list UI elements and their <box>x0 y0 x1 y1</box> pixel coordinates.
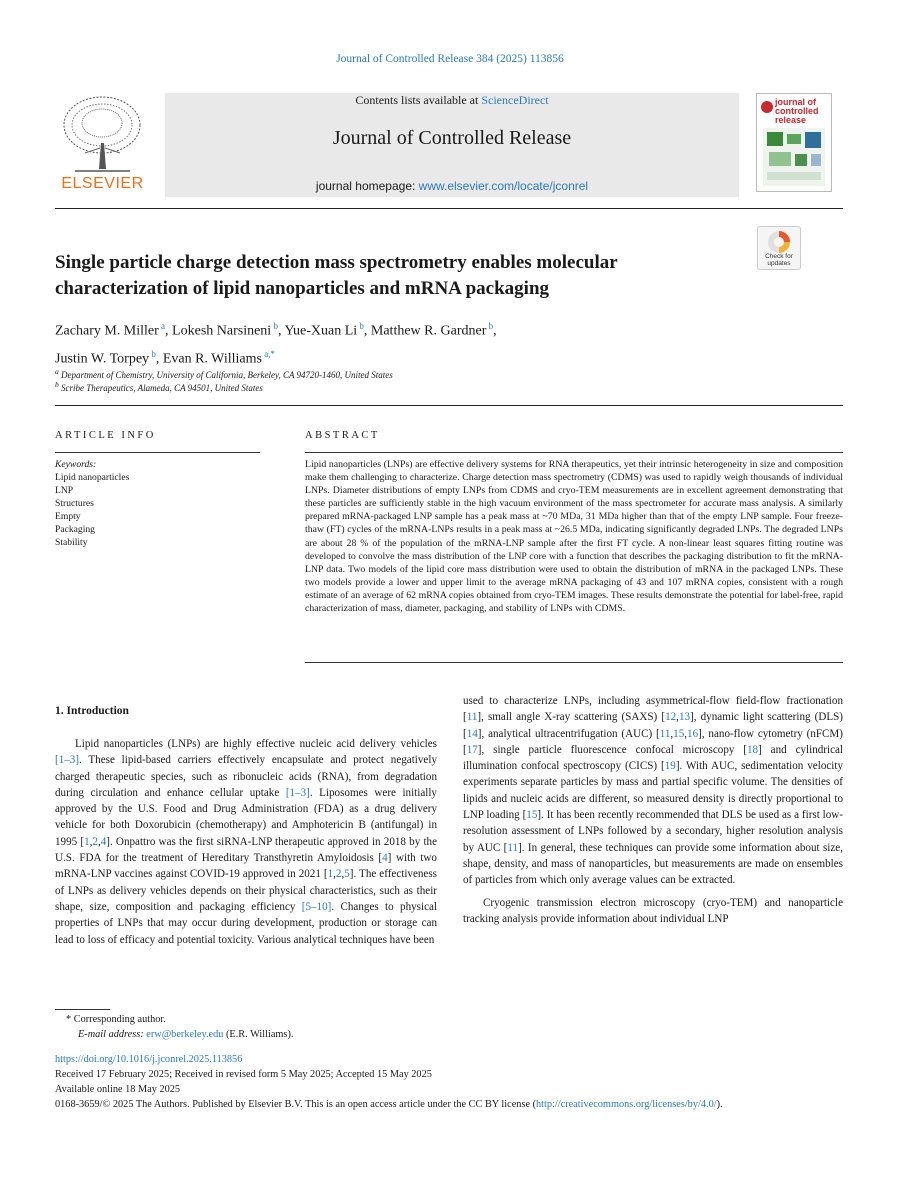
citation-link[interactable]: 12 <box>665 711 677 724</box>
journal-cover-thumbnail[interactable] <box>756 93 832 192</box>
text-run: ]. With AUC, sedimentation velocity experiments separate particles by mass and partial specific volume. The densities of lipids and nucleic acids are different, so measured density is directly proportional to LNP loading [ <box>463 760 843 822</box>
author-affiliation-mark[interactable]: b <box>486 321 494 331</box>
text-run: Lipid nanoparticles (LNPs) are highly effective nucleic acid delivery vehicles <box>75 738 437 750</box>
author-name[interactable]: Yue-Xuan Li <box>284 323 358 339</box>
citation-link[interactable]: [1–3] <box>55 754 80 767</box>
citation-link[interactable]: 11 <box>659 727 671 740</box>
citation-link[interactable]: 4 <box>382 852 388 865</box>
text-run: ], single particle fluorescence confocal microscopy [ <box>477 743 747 756</box>
author-name[interactable]: Matthew R. Gardner <box>370 323 487 339</box>
citation-link[interactable]: 18 <box>747 743 759 756</box>
keywords-label: Keywords: <box>55 459 97 470</box>
author-name[interactable]: Zachary M. Miller <box>55 323 159 339</box>
citation-link[interactable]: 4 <box>100 835 107 848</box>
affiliation-b-text: Scribe Therapeutics, Alameda, CA 94501, United States <box>61 383 263 393</box>
homepage-prefix: journal homepage: <box>315 179 419 193</box>
citation-link[interactable]: 15 <box>673 727 685 740</box>
homepage-link[interactable]: www.elsevier.com/locate/jconrel <box>418 179 589 193</box>
author-affiliation-mark[interactable]: a,* <box>261 348 275 359</box>
affiliation-b-mark: b <box>55 380 59 389</box>
license-link[interactable]: http://creativecommons.org/licenses/by/4.0/ <box>536 1099 717 1110</box>
cover-logo-icon <box>761 101 773 113</box>
introduction-heading: 1. Introduction <box>55 705 129 717</box>
citation-link[interactable]: 15 <box>526 809 538 822</box>
keyword-item: Structures <box>55 498 94 509</box>
abstract-heading: ABSTRACT <box>305 430 380 441</box>
keyword-list <box>55 471 265 549</box>
text-run: ]. In general, these techniques can provide some information about size, shape, density, and mass of nanoparticles, but measurements are made on ensembles of particles from which only average values can be extracted. <box>463 841 843 887</box>
author-separator: , <box>363 323 371 339</box>
citation-link[interactable]: 17 <box>466 743 478 756</box>
author-name[interactable]: Evan R. Williams <box>162 351 262 367</box>
author-separator: , <box>155 351 163 367</box>
intro-column-right <box>463 693 843 927</box>
author-affiliation-mark[interactable]: b <box>357 321 364 331</box>
text-run: , <box>670 727 674 740</box>
sciencedirect-link[interactable]: ScienceDirect <box>481 93 549 107</box>
intro-column-left <box>55 736 437 948</box>
doi-link[interactable]: https://doi.org/10.1016/j.jconrel.2025.113856 <box>55 1054 243 1065</box>
keyword-item: Empty <box>55 511 81 522</box>
text-run: used to characterize LNPs, including asymmetrical-flow field-flow fractionation [ <box>463 695 843 724</box>
abstract-text: Lipid nanoparticles (LNPs) are effective delivery systems for RNA therapeutics, yet their intrinsic heterogeneity in size and composition make them challenging to characterize. Charge detection mass spectrometry (CDMS) was used to rapidly weigh thousands of individual LNPs. Diameter distributions of empty LNPs from CDMS and cryo-TEM measurements are in excellent agreement demonstrating that these particles are sufficiently stable in the high vacuum environment of the mass spectrometer for accurate mass analysis. A similarly prepared mRNA-packaged LNP sample has a peak mass at ~70 MDa, 31 MDa higher than that of the empty LNP sample. Four freeze-thaw (FT) cycles of the mRNA-LNPs results in a peak mass at ~26.5 MDa, indicating significantly degraded LNPs. The degraded LNPs are about 28 % of the population of the mRNA-LNP sample after the first FT cycle. A non-linear least squares fitting routine was developed to convolve the mass distribution of the LNP core with a function that describes the packaging distribution to fit the mRNA-LNP data. Two models of the lipid core mass distribution were used to obtain the distribution of mRNA in the packaged LNPs. These two models provide a lower and upper limit to the average mRNA packaging of 43 and 107 mRNA copies, consistent with a rough estimate of an average of 62 mRNA copies obtained from cryo-TEM images. These results demonstrate the potential for label-free, rapid characterization of mass, diameter, packaging, and stability of LNPs with CDMS. <box>305 459 843 615</box>
license-prefix: 0168-3659/© 2025 The Authors. Published by Elsevier B.V. This is an open access article under the CC BY license ( <box>55 1099 537 1110</box>
citation-link[interactable]: 5 <box>344 868 350 881</box>
citation-link[interactable]: 1 <box>84 835 90 848</box>
contents-prefix: Contents lists available at <box>355 93 482 107</box>
intro-paragraph-2: Cryogenic transmission electron microscopy (cryo-TEM) and nanoparticle tracking analysis provide information about individual LNP <box>463 896 843 925</box>
author-affiliation-mark[interactable]: a <box>158 321 166 331</box>
text-run: . Liposomes were initially approved by the U.S. Food and Drug Administration (FDA) as a drug delivery vehicle for both Doxorubicin (chemotherapy) and Amphotericin B (antifungal) in 1995 [ <box>55 786 437 848</box>
citation-link[interactable]: 16 <box>687 727 699 740</box>
email-label: E-mail address: <box>78 1029 147 1040</box>
intro-paragraph-1 <box>55 736 437 948</box>
journal-title: Journal of Controlled Release <box>332 127 572 149</box>
affiliation-a-mark: a <box>55 367 59 376</box>
author-affiliation-mark[interactable]: b <box>271 321 278 331</box>
text-run: , <box>676 711 679 724</box>
text-run: ], analytical ultracentrifugation (AUC) [ <box>477 727 660 740</box>
text-run: ], small angle X-ray scattering (SAXS) [ <box>477 711 666 724</box>
affiliation-a-text: Department of Chemistry, University of California, Berkeley, CA 94720-1460, United States <box>61 370 393 380</box>
text-run: ]. It has been recently recommended that DLS be used as a first low-resolution assessment of LNPs followed by a secondary, higher resolution analysis by AUC [ <box>463 809 843 854</box>
email-note <box>78 1029 293 1040</box>
citation-link[interactable]: 2 <box>92 835 98 848</box>
cover-title: journal of controlled release <box>775 97 819 125</box>
citation-link[interactable]: 2 <box>335 868 342 881</box>
article-info-heading: ARTICLE INFO <box>55 430 156 441</box>
journal-reference[interactable]: Journal of Controlled Release 384 (2025) 113856 <box>336 53 564 65</box>
corresponding-author-note: * Corresponding author. <box>66 1014 166 1025</box>
check-updates-label: Check for updates <box>765 253 793 267</box>
paper-title: Single particle charge detection mass spectrometry enables molecular characterization of lipid nanoparticles and mRNA packaging <box>55 252 618 299</box>
citation-link[interactable]: [1–3] <box>285 786 310 799</box>
article-info-divider <box>55 452 260 453</box>
text-run: , <box>341 868 345 881</box>
text-run: ] with two mRNA-LNP vaccines against COVID-19 approved in 2021 [ <box>55 852 437 881</box>
text-run: , <box>97 835 101 848</box>
citation-link[interactable]: 11 <box>507 841 519 854</box>
keyword-item: Lipid nanoparticles <box>55 472 130 483</box>
affiliation-b <box>55 380 263 393</box>
contents-line <box>165 93 739 108</box>
authors-divider <box>55 405 843 406</box>
received-dates: Received 17 February 2025; Received in revised form 5 May 2025; Accepted 15 May 2025 <box>55 1069 432 1080</box>
citation-link[interactable]: 19 <box>664 760 676 773</box>
author-separator: , <box>493 323 497 339</box>
citation-link[interactable]: [5–10] <box>301 900 332 913</box>
email-suffix: (E.R. Williams). <box>223 1029 294 1040</box>
text-run: ], nano-flow cytometry (nFCM) [ <box>463 727 843 756</box>
citation-link[interactable]: 1 <box>327 868 334 881</box>
keyword-item: Stability <box>55 537 88 548</box>
license-line <box>55 1099 855 1110</box>
homepage-line <box>165 179 739 193</box>
text-run: ] and cylindrical illumination confocal spectroscopy (CICS) [ <box>463 743 843 773</box>
check-for-updates-button[interactable] <box>757 226 801 270</box>
affiliation-a <box>55 367 393 380</box>
keyword-item: Packaging <box>55 524 95 535</box>
license-suffix: ). <box>716 1099 723 1110</box>
citation-link[interactable]: 13 <box>678 711 691 724</box>
citation-link[interactable]: 14 <box>466 727 478 740</box>
author-name[interactable]: Lokesh Narsineni <box>172 323 272 339</box>
text-run: ]. Onpattro was the first siRNA-LNP therapeutic approved in 2018 by the U.S. FDA for the treatment of Hereditary Transthyretin Amyloidosis [ <box>55 835 438 865</box>
header-divider <box>55 208 843 209</box>
text-run: . Changes to physical properties of LNPs that may occur during development, production or storage can lead to loss of efficacy and potential toxicity. Various analytical techniques have been <box>55 900 437 946</box>
email-link[interactable]: erw@berkeley.edu <box>146 1029 224 1040</box>
author-separator: , <box>277 323 285 339</box>
keyword-item: LNP <box>55 485 74 496</box>
publisher-wordmark[interactable]: ELSEVIER <box>61 175 144 192</box>
author-separator: , <box>165 323 173 339</box>
author-list <box>55 315 755 370</box>
text-run: . These lipid-based carriers effectively encapsulate and protect negatively charged therapeutic species, such as ribonucleic acids (RNA), from degradation during circulation and enhance cellular uptake <box>55 754 437 799</box>
keywords-block <box>55 458 265 549</box>
text-run: ], dynamic light scattering (DLS) [ <box>463 711 843 740</box>
text-run: ]. The effectiveness of LNPs as delivery vehicles depends on their physical characteristics, such as their shape, size, composition and packaging efficiency <box>55 868 437 913</box>
citation-link[interactable]: 11 <box>466 711 478 724</box>
footnote-divider <box>55 1009 110 1010</box>
text-run: , <box>684 727 688 740</box>
text-run: , <box>333 868 336 881</box>
author-name[interactable]: Justin W. Torpey <box>55 351 150 367</box>
available-online: Available online 18 May 2025 <box>55 1084 181 1095</box>
text-run: , <box>89 835 93 848</box>
intro-paragraph-1-continued <box>463 693 843 889</box>
author-affiliation-mark[interactable]: b <box>149 348 156 359</box>
abstract-divider <box>305 452 843 453</box>
cover-artwork <box>763 128 825 186</box>
abstract-bottom-divider <box>305 662 843 663</box>
